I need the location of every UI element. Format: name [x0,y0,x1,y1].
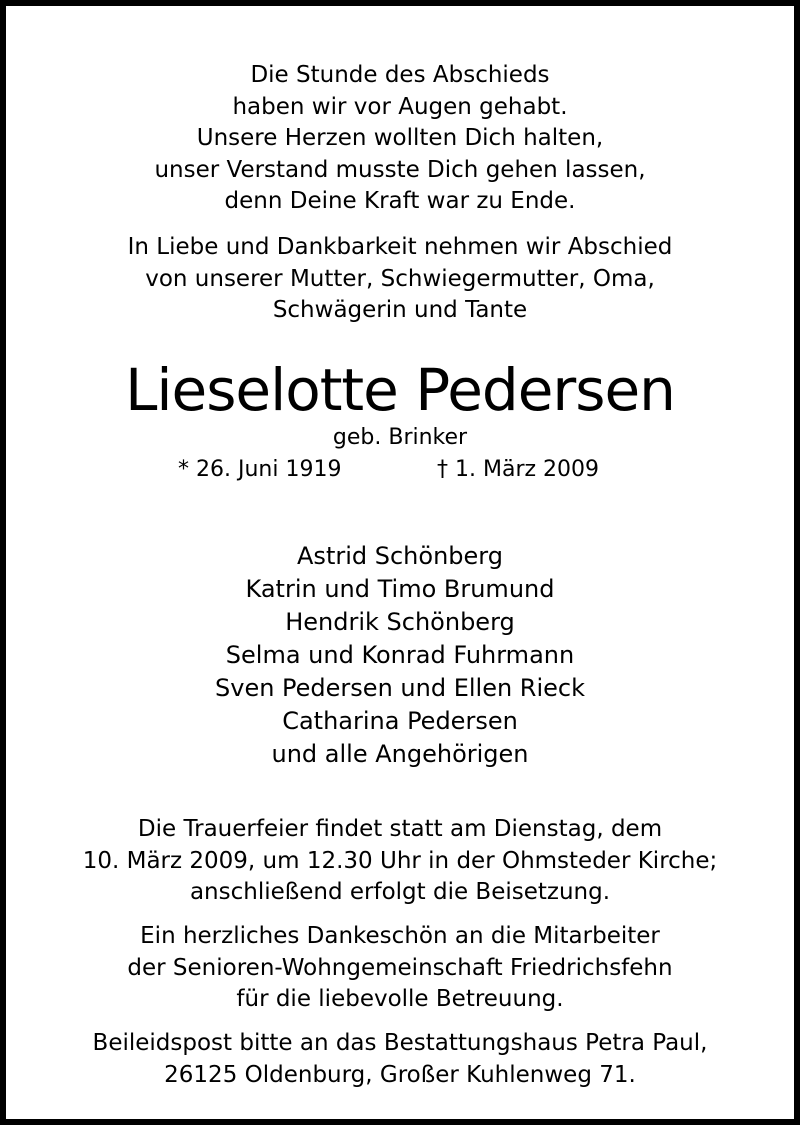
mourner-name: Selma und Konrad Fuhrmann [225,641,575,669]
mourner-name: Katrin und Timo Brumund [245,575,555,603]
thanks-line: für die liebevolle Betreuung. [236,986,564,1012]
verse-line: Unsere Herzen wollten Dich halten, [196,125,604,151]
mourner-name: Sven Pedersen und Ellen Rieck [215,674,585,702]
mourner-name: Catharina Pedersen [282,707,518,735]
service-line: Die Trauerfeier findet statt am Dienstag, dem [137,816,663,842]
mourners-list [6,540,794,771]
mourner-name: und alle Angehörigen [271,740,529,768]
thanks-line: Ein herzliches Dankeschön an die Mitarbeiter [140,923,660,949]
service-line: 10. März 2009, um 12.30 Uhr in der Ohmsteder Kirche; [82,847,718,874]
farewell-intro [6,232,794,327]
verse-line: haben wir vor Augen gehabt. [232,93,568,120]
funeral-service-notice [6,814,794,909]
deceased-name: Lieselotte Pedersen [125,356,675,424]
condolence-line: 26125 Oldenburg, Großer Kuhlenweg 71. [164,1061,636,1088]
intro-line: In Liebe und Dankbarkeit nehmen wir Abschied [127,234,673,260]
mourner-name: Hendrik Schönberg [285,608,515,636]
verse-line: denn Deine Kraft war zu Ende. [224,188,576,214]
service-line: anschließend erfolgt die Beisetzung. [189,879,611,905]
verse-line: Die Stunde des Abschieds [250,62,550,88]
mourner-name: Astrid Schönberg [297,542,503,570]
birth-date: * 26. Juni 1919 [178,457,342,482]
condolence-address [6,1028,794,1091]
intro-line: von unserer Mutter, Schwiegermutter, Oma, [145,265,655,292]
death-date: † 1. März 2009 [437,457,600,482]
condolence-line: Beileidspost bitte an das Bestattungshaus Petra Paul, [92,1030,708,1056]
thanks-note [6,921,794,1016]
farewell-verse [6,60,794,218]
verse-line: unser Verstand musste Dich gehen lassen, [154,156,646,183]
intro-line: Schwägerin und Tante [272,297,528,323]
thanks-line: der Senioren-Wohngemeinschaft Friedrichsfehn [127,954,673,981]
maiden-name: geb. Brinker [332,425,468,450]
